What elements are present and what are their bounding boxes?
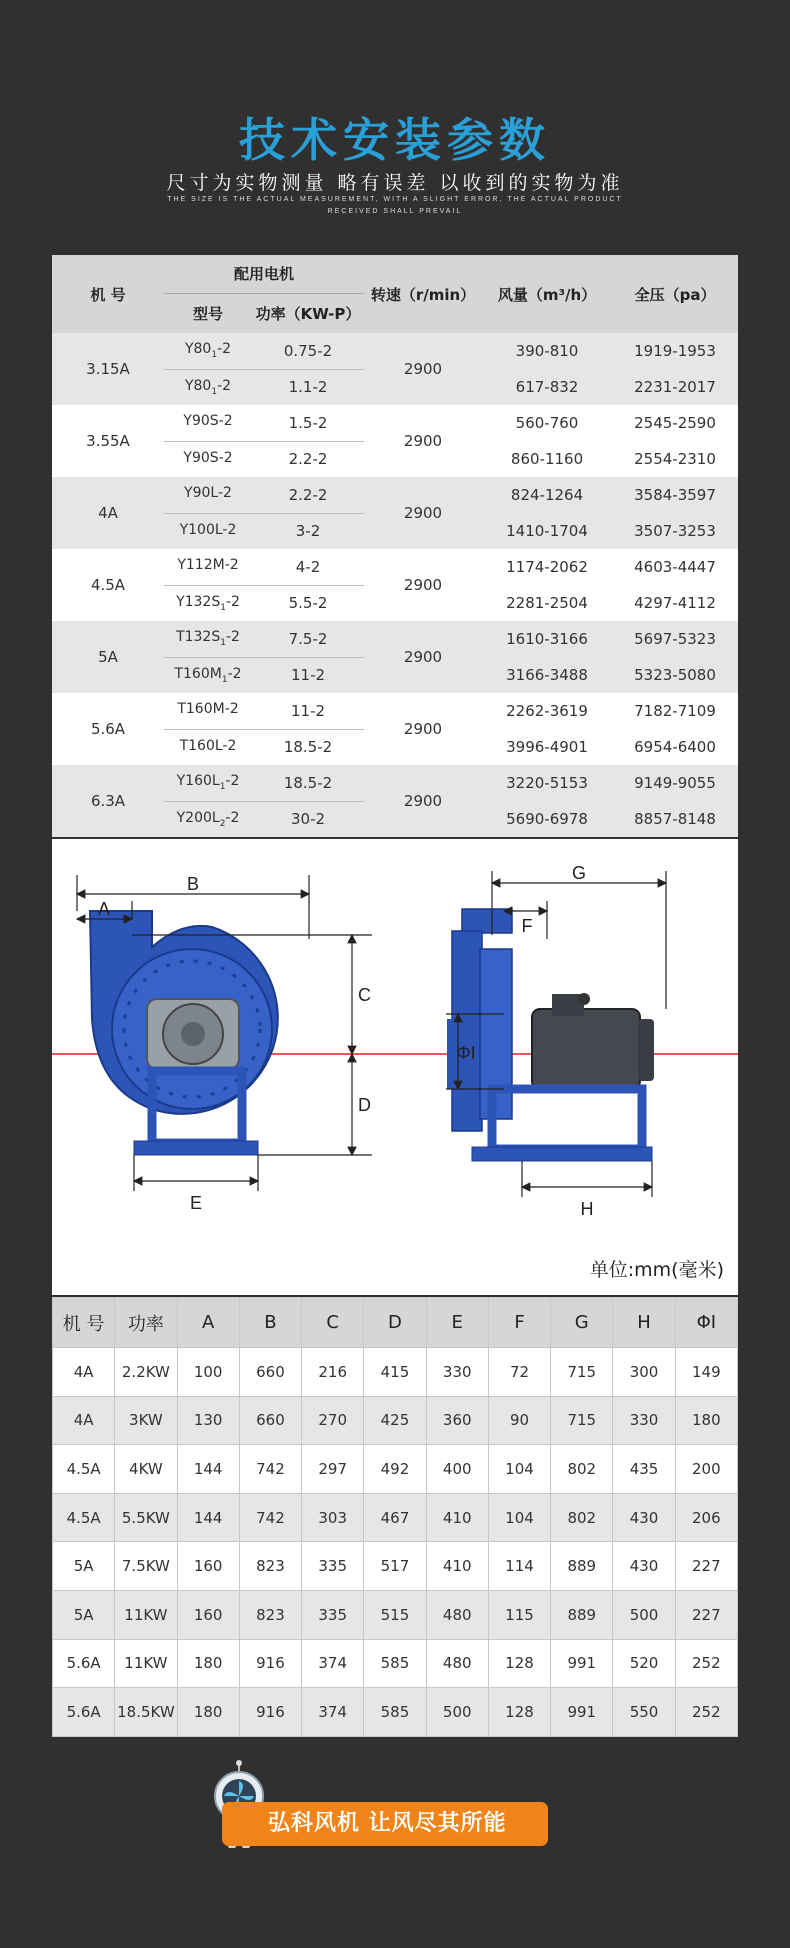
pressure-cell: 7182-7109 xyxy=(612,693,738,729)
dims-cell: 180 xyxy=(177,1688,239,1737)
model-cell: $Y200L_2-2$ xyxy=(164,801,252,837)
power-cell: 2.2-2 xyxy=(252,477,364,513)
dims-cell: 500 xyxy=(426,1688,488,1737)
dims-cell: 130 xyxy=(177,1396,239,1445)
pressure-cell: 4297-4112 xyxy=(612,585,738,621)
dims-cell: 802 xyxy=(551,1493,613,1542)
dims-cell: 128 xyxy=(488,1688,550,1737)
dims-cell: 3KW xyxy=(115,1396,177,1445)
unit-label: 单位:mm(毫米) xyxy=(589,1259,724,1281)
dims-header-cell: G xyxy=(551,1298,613,1348)
dims-cell: 4A xyxy=(53,1396,115,1445)
dims-cell: 227 xyxy=(675,1590,737,1639)
header-pressure: 全压（pa） xyxy=(612,255,738,333)
dims-header-cell: E xyxy=(426,1298,488,1348)
dims-cell: 335 xyxy=(302,1590,364,1639)
dim-label-phi: ΦI xyxy=(456,1043,476,1063)
model-cell: Y112M-2 xyxy=(164,549,252,585)
dims-cell: 823 xyxy=(239,1590,301,1639)
header-airflow: 风量（m³/h） xyxy=(482,255,612,333)
spec-table xyxy=(52,255,738,837)
power-cell: 1.1-2 xyxy=(252,369,364,405)
subtitle-english-line2: RECEIVED SHALL PREVAIL xyxy=(327,208,463,215)
pressure-cell: 4603-4447 xyxy=(612,549,738,585)
airflow-cell: 3996-4901 xyxy=(482,729,612,765)
dims-cell: 180 xyxy=(177,1639,239,1688)
dims-header-cell: F xyxy=(488,1298,550,1348)
airflow-cell: 824-1264 xyxy=(482,477,612,513)
model-cell: T160M-2 xyxy=(164,693,252,729)
speed-cell: 2900 xyxy=(364,477,482,549)
machine-cell: 3.55A xyxy=(52,405,164,477)
dims-cell: 300 xyxy=(613,1348,675,1397)
dims-cell: 4.5A xyxy=(53,1493,115,1542)
dims-cell: 335 xyxy=(302,1542,364,1591)
pressure-cell: 3507-3253 xyxy=(612,513,738,549)
spec-group xyxy=(52,621,738,693)
dims-header-cell: D xyxy=(364,1298,426,1348)
dims-cell: 114 xyxy=(488,1542,550,1591)
dims-cell: 889 xyxy=(551,1542,613,1591)
model-cell: Y100L-2 xyxy=(164,513,252,549)
spec-row xyxy=(52,765,738,801)
dims-header-cell: 机 号 xyxy=(53,1298,115,1348)
pressure-cell: 2554-2310 xyxy=(612,441,738,477)
dims-cell: 360 xyxy=(426,1396,488,1445)
model-cell: $T132S_1-2$ xyxy=(164,621,252,657)
header-model: 型号 xyxy=(164,293,252,333)
dims-cell: 515 xyxy=(364,1590,426,1639)
model-cell: $T160M_1-2$ xyxy=(164,657,252,693)
pressure-cell: 2545-2590 xyxy=(612,405,738,441)
speed-cell: 2900 xyxy=(364,765,482,837)
dims-header-cell: A xyxy=(177,1298,239,1348)
dims-cell: 144 xyxy=(177,1445,239,1494)
dims-cell: 823 xyxy=(239,1542,301,1591)
fan-drawing-panel xyxy=(52,839,738,1295)
dims-cell: 410 xyxy=(426,1542,488,1591)
dims-row xyxy=(53,1348,738,1397)
dims-cell: 410 xyxy=(426,1493,488,1542)
airflow-cell: 5690-6978 xyxy=(482,801,612,837)
airflow-cell: 3166-3488 xyxy=(482,657,612,693)
dim-label-d: D xyxy=(358,1095,371,1115)
spec-row xyxy=(52,405,738,441)
dims-cell: 991 xyxy=(551,1639,613,1688)
dim-label-b: B xyxy=(186,874,200,894)
dims-cell: 4.5A xyxy=(53,1445,115,1494)
dims-cell: 200 xyxy=(675,1445,737,1494)
dims-cell: 104 xyxy=(488,1493,550,1542)
dims-row xyxy=(53,1445,738,1494)
dims-cell: 252 xyxy=(675,1688,737,1737)
dim-label-c: C xyxy=(358,985,371,1005)
dims-cell: 715 xyxy=(551,1348,613,1397)
pressure-cell: 2231-2017 xyxy=(612,369,738,405)
dims-cell: 916 xyxy=(239,1688,301,1737)
dims-cell: 4KW xyxy=(115,1445,177,1494)
airflow-cell: 390-810 xyxy=(482,333,612,369)
spec-row xyxy=(52,621,738,657)
dims-cell: 742 xyxy=(239,1445,301,1494)
dims-row xyxy=(53,1493,738,1542)
dims-row xyxy=(53,1590,738,1639)
machine-cell: 4.5A xyxy=(52,549,164,621)
machine-cell: 6.3A xyxy=(52,765,164,837)
dims-cell: 430 xyxy=(613,1542,675,1591)
footer-slogan: 弘科风机 让风尽其所能 xyxy=(222,1802,548,1846)
power-cell: 5.5-2 xyxy=(252,585,364,621)
speed-cell: 2900 xyxy=(364,405,482,477)
power-cell: 18.5-2 xyxy=(252,729,364,765)
dims-cell: 2.2KW xyxy=(115,1348,177,1397)
dims-cell: 585 xyxy=(364,1688,426,1737)
dims-cell: 180 xyxy=(675,1396,737,1445)
dims-cell: 802 xyxy=(551,1445,613,1494)
dims-cell: 5A xyxy=(53,1590,115,1639)
airflow-cell: 617-832 xyxy=(482,369,612,405)
dims-cell: 303 xyxy=(302,1493,364,1542)
dims-cell: 160 xyxy=(177,1542,239,1591)
dims-header-cell: B xyxy=(239,1298,301,1348)
airflow-cell: 1410-1704 xyxy=(482,513,612,549)
dims-cell: 991 xyxy=(551,1688,613,1737)
header-machine: 机 号 xyxy=(52,255,164,333)
dims-cell: 160 xyxy=(177,1590,239,1639)
pressure-cell: 5323-5080 xyxy=(612,657,738,693)
dims-cell: 742 xyxy=(239,1493,301,1542)
dims-cell: 11KW xyxy=(115,1639,177,1688)
dims-cell: 216 xyxy=(302,1348,364,1397)
dims-header-cell: ΦI xyxy=(675,1298,737,1348)
dims-cell: 144 xyxy=(177,1493,239,1542)
machine-cell: 5A xyxy=(52,621,164,693)
model-cell: $Y132S_1-2$ xyxy=(164,585,252,621)
machine-cell: 5.6A xyxy=(52,693,164,765)
power-cell: 2.2-2 xyxy=(252,441,364,477)
airflow-cell: 2281-2504 xyxy=(482,585,612,621)
power-cell: 11-2 xyxy=(252,693,364,729)
fan-side-view xyxy=(447,909,654,1161)
dims-cell: 916 xyxy=(239,1639,301,1688)
dims-cell: 104 xyxy=(488,1445,550,1494)
airflow-cell: 860-1160 xyxy=(482,441,612,477)
dims-cell: 5.6A xyxy=(53,1688,115,1737)
dims-cell: 517 xyxy=(364,1542,426,1591)
dim-label-a: A xyxy=(97,899,111,919)
header-power: 功率（KW-P） xyxy=(252,293,364,333)
page-subtitle: 尺寸为实物测量 略有误差 以收到的实物为准 xyxy=(166,172,624,194)
dims-cell: 128 xyxy=(488,1639,550,1688)
dims-cell: 425 xyxy=(364,1396,426,1445)
spec-group xyxy=(52,405,738,477)
spec-row xyxy=(52,693,738,729)
pressure-cell: 6954-6400 xyxy=(612,729,738,765)
dims-cell: 492 xyxy=(364,1445,426,1494)
airflow-cell: 1174-2062 xyxy=(482,549,612,585)
model-cell: T160L-2 xyxy=(164,729,252,765)
dims-cell: 206 xyxy=(675,1493,737,1542)
airflow-cell: 560-760 xyxy=(482,405,612,441)
power-cell: 7.5-2 xyxy=(252,621,364,657)
machine-cell: 4A xyxy=(52,477,164,549)
dims-cell: 100 xyxy=(177,1348,239,1397)
spec-row xyxy=(52,549,738,585)
dims-cell: 585 xyxy=(364,1639,426,1688)
page-title: 技术安装参数 xyxy=(239,113,551,167)
dims-cell: 227 xyxy=(675,1542,737,1591)
spec-row xyxy=(52,477,738,513)
model-cell: $Y80_1-2$ xyxy=(164,333,252,369)
pressure-cell: 3584-3597 xyxy=(612,477,738,513)
model-cell: Y90S-2 xyxy=(164,405,252,441)
dims-cell: 480 xyxy=(426,1590,488,1639)
dim-label-e: E xyxy=(189,1193,203,1213)
dims-cell: 500 xyxy=(613,1590,675,1639)
spec-group xyxy=(52,549,738,621)
dims-cell: 889 xyxy=(551,1590,613,1639)
dims-cell: 7.5KW xyxy=(115,1542,177,1591)
header-speed: 转速（r/min） xyxy=(364,255,482,333)
dims-cell: 5A xyxy=(53,1542,115,1591)
dims-cell: 374 xyxy=(302,1639,364,1688)
power-cell: 30-2 xyxy=(252,801,364,837)
airflow-cell: 3220-5153 xyxy=(482,765,612,801)
machine-cell: 3.15A xyxy=(52,333,164,405)
pressure-cell: 8857-8148 xyxy=(612,801,738,837)
pressure-cell: 9149-9055 xyxy=(612,765,738,801)
spec-group xyxy=(52,333,738,405)
spec-group xyxy=(52,477,738,549)
spec-group xyxy=(52,765,738,837)
dims-cell: 660 xyxy=(239,1348,301,1397)
dims-header-cell: C xyxy=(302,1298,364,1348)
speed-cell: 2900 xyxy=(364,333,482,405)
model-cell: $Y160L_1-2$ xyxy=(164,765,252,801)
dims-cell: 4A xyxy=(53,1348,115,1397)
dims-cell: 520 xyxy=(613,1639,675,1688)
power-cell: 3-2 xyxy=(252,513,364,549)
power-cell: 4-2 xyxy=(252,549,364,585)
pressure-cell: 1919-1953 xyxy=(612,333,738,369)
dims-cell: 72 xyxy=(488,1348,550,1397)
airflow-cell: 1610-3166 xyxy=(482,621,612,657)
dim-label-f: F xyxy=(521,916,533,936)
dims-cell: 297 xyxy=(302,1445,364,1494)
fan-dimension-diagram xyxy=(52,839,738,1295)
dims-row xyxy=(53,1688,738,1737)
power-cell: 1.5-2 xyxy=(252,405,364,441)
dims-cell: 90 xyxy=(488,1396,550,1445)
dims-row xyxy=(53,1542,738,1591)
dims-row xyxy=(53,1396,738,1445)
dims-cell: 660 xyxy=(239,1396,301,1445)
header-motor: 配用电机 xyxy=(164,255,364,293)
dims-cell: 115 xyxy=(488,1590,550,1639)
dims-cell: 5.5KW xyxy=(115,1493,177,1542)
airflow-cell: 2262-3619 xyxy=(482,693,612,729)
speed-cell: 2900 xyxy=(364,549,482,621)
dims-cell: 435 xyxy=(613,1445,675,1494)
model-cell: Y90S-2 xyxy=(164,441,252,477)
power-cell: 11-2 xyxy=(252,657,364,693)
dims-cell: 5.6A xyxy=(53,1639,115,1688)
spec-group xyxy=(52,693,738,765)
dims-cell: 374 xyxy=(302,1688,364,1737)
dims-cell: 330 xyxy=(426,1348,488,1397)
subtitle-english-line1: THE SIZE IS THE ACTUAL MEASUREMENT, WITH A SLIGHT ERROR, THE ACTUAL PRODUCT xyxy=(167,196,623,203)
model-cell: $Y80_1-2$ xyxy=(164,369,252,405)
dims-cell: 715 xyxy=(551,1396,613,1445)
dims-cell: 18.5KW xyxy=(115,1688,177,1737)
dims-cell: 330 xyxy=(613,1396,675,1445)
dims-row xyxy=(53,1639,738,1688)
dimensions-table xyxy=(52,1297,738,1737)
dims-cell: 480 xyxy=(426,1639,488,1688)
dims-cell: 415 xyxy=(364,1348,426,1397)
dims-cell: 400 xyxy=(426,1445,488,1494)
dims-cell: 11KW xyxy=(115,1590,177,1639)
dims-cell: 149 xyxy=(675,1348,737,1397)
pressure-cell: 5697-5323 xyxy=(612,621,738,657)
dims-header-cell: H xyxy=(613,1298,675,1348)
dim-label-g: G xyxy=(571,863,587,883)
fan-front-view xyxy=(90,911,278,1155)
spec-row xyxy=(52,333,738,369)
dims-cell: 270 xyxy=(302,1396,364,1445)
dims-cell: 467 xyxy=(364,1493,426,1542)
dim-label-h: H xyxy=(580,1199,594,1219)
model-cell: Y90L-2 xyxy=(164,477,252,513)
dims-cell: 550 xyxy=(613,1688,675,1737)
dims-header-cell: 功率 xyxy=(115,1298,177,1348)
speed-cell: 2900 xyxy=(364,693,482,765)
dims-cell: 252 xyxy=(675,1639,737,1688)
power-cell: 18.5-2 xyxy=(252,765,364,801)
dims-cell: 430 xyxy=(613,1493,675,1542)
power-cell: 0.75-2 xyxy=(252,333,364,369)
speed-cell: 2900 xyxy=(364,621,482,693)
